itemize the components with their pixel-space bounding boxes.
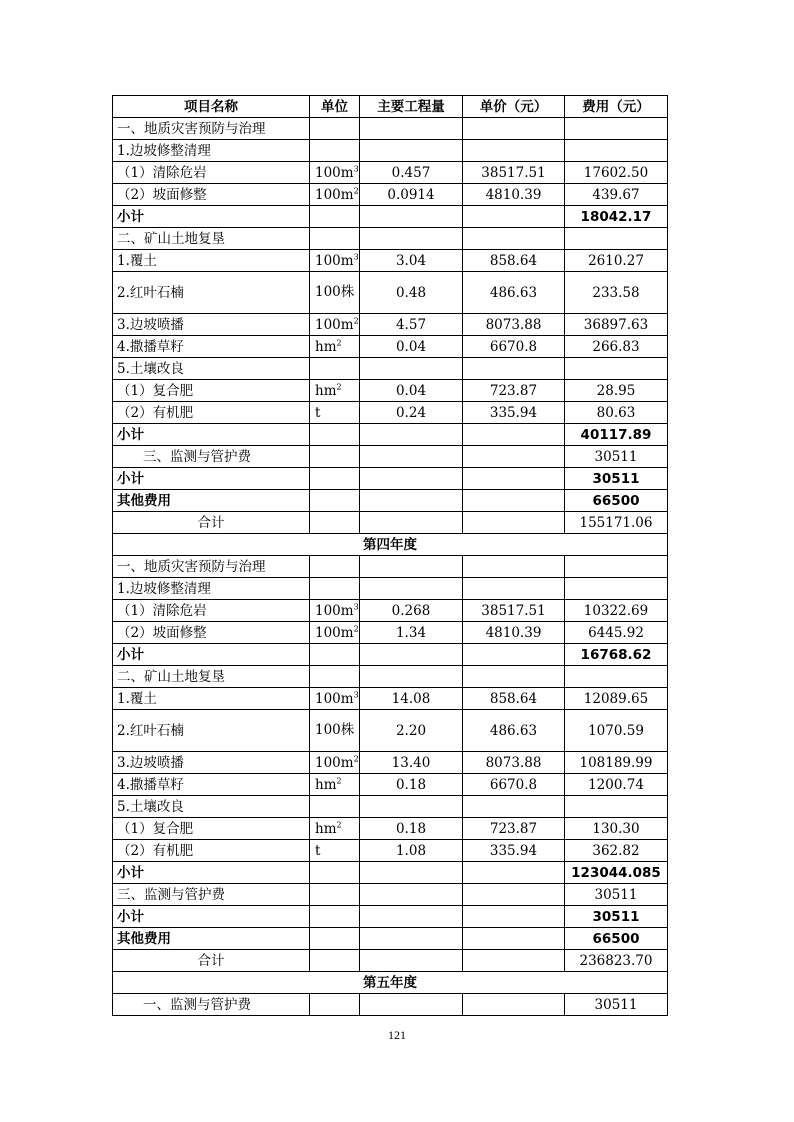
item-name-cell: （1）复合肥: [113, 818, 310, 840]
unit-cell: [310, 752, 360, 774]
table-row: [113, 710, 668, 752]
cost-cell: 30511: [565, 906, 668, 928]
quantity-cell: [360, 140, 463, 162]
table-row: [113, 184, 668, 206]
quantity-cell: [360, 950, 463, 972]
item-name-cell: 一、监测与管护费: [113, 994, 310, 1016]
quantity-cell: 0.268: [360, 600, 463, 622]
unit-price-cell: [463, 796, 565, 818]
item-name-cell: 二、矿山土地复垦: [113, 228, 310, 250]
cost-cell: 66500: [565, 490, 668, 512]
unit-exponent: 3: [353, 252, 359, 261]
unit-cell: [310, 578, 360, 600]
unit-price-cell: [463, 446, 565, 468]
unit-price-cell: [463, 666, 565, 688]
cost-table: [112, 95, 668, 1016]
item-name-cell: 3.边坡喷播: [113, 314, 310, 336]
unit-price-cell: [463, 468, 565, 490]
cost-cell: [565, 358, 668, 380]
quantity-cell: [360, 490, 463, 512]
unit-cell: [310, 818, 360, 840]
cost-cell: 40117.89: [565, 424, 668, 446]
unit-price-cell: 8073.88: [463, 752, 565, 774]
cost-cell: 10322.69: [565, 600, 668, 622]
unit-cell: [310, 402, 360, 424]
quantity-cell: [360, 446, 463, 468]
quantity-cell: 0.0914: [360, 184, 463, 206]
quantity-cell: [360, 468, 463, 490]
table-row: [113, 140, 668, 162]
cost-cell: 233.58: [565, 272, 668, 314]
unit-price-cell: [463, 994, 565, 1016]
item-name-cell: 小计: [113, 468, 310, 490]
unit-text: hm: [315, 338, 337, 355]
unit-cell: [310, 272, 360, 314]
header-quantity: 主要工程量: [360, 96, 463, 118]
unit-cell: [310, 774, 360, 796]
item-name-cell: 一、地质灾害预防与治理: [113, 556, 310, 578]
table-row: [113, 578, 668, 600]
unit-cell: [310, 950, 360, 972]
table-row: [113, 336, 668, 358]
year-section-row: [113, 534, 668, 556]
unit-cell: [310, 622, 360, 644]
item-name-cell: （1）复合肥: [113, 380, 310, 402]
table-row: [113, 250, 668, 272]
unit-cell: [310, 250, 360, 272]
unit-cell: [310, 140, 360, 162]
item-name-cell: 1.覆土: [113, 688, 310, 710]
cost-cell: 66500: [565, 928, 668, 950]
quantity-cell: [360, 666, 463, 688]
table-row: [113, 272, 668, 314]
year-section-title: 第五年度: [113, 972, 668, 994]
unit-text: t: [315, 404, 321, 421]
unit-cell: [310, 314, 360, 336]
item-name-cell: 二、矿山土地复垦: [113, 666, 310, 688]
table-row: [113, 402, 668, 424]
unit-price-cell: [463, 950, 565, 972]
unit-cell: [310, 906, 360, 928]
unit-text: 100m: [315, 690, 354, 707]
unit-exponent: 2: [336, 338, 342, 347]
unit-price-cell: 723.87: [463, 380, 565, 402]
cost-cell: 36897.63: [565, 314, 668, 336]
unit-price-cell: [463, 906, 565, 928]
cost-cell: 439.67: [565, 184, 668, 206]
quantity-cell: 4.57: [360, 314, 463, 336]
cost-cell: 130.30: [565, 818, 668, 840]
cost-cell: 17602.50: [565, 162, 668, 184]
unit-text: hm: [315, 820, 337, 837]
unit-cell: [310, 994, 360, 1016]
table-row: [113, 446, 668, 468]
subtotal-row: [113, 468, 668, 490]
table-row: [113, 884, 668, 906]
item-name-cell: （2）有机肥: [113, 402, 310, 424]
header-unit: 单位: [310, 96, 360, 118]
unit-cell: [310, 644, 360, 666]
quantity-cell: [360, 228, 463, 250]
unit-price-cell: [463, 644, 565, 666]
table-row: [113, 228, 668, 250]
quantity-cell: [360, 118, 463, 140]
quantity-cell: 13.40: [360, 752, 463, 774]
cost-cell: 236823.70: [565, 950, 668, 972]
item-name-cell: 一、地质灾害预防与治理: [113, 118, 310, 140]
item-name-cell: 小计: [113, 644, 310, 666]
unit-exponent: 3: [353, 690, 359, 699]
unit-price-cell: 858.64: [463, 688, 565, 710]
item-name-cell: 小计: [113, 424, 310, 446]
cost-cell: 1200.74: [565, 774, 668, 796]
cost-cell: 30511: [565, 884, 668, 906]
unit-price-cell: [463, 206, 565, 228]
unit-exponent: 2: [336, 776, 342, 785]
cost-cell: 6445.92: [565, 622, 668, 644]
quantity-cell: [360, 796, 463, 818]
cost-cell: [565, 666, 668, 688]
quantity-cell: 0.18: [360, 774, 463, 796]
item-name-cell: （2）有机肥: [113, 840, 310, 862]
subtotal-row: [113, 424, 668, 446]
unit-cell: [310, 512, 360, 534]
unit-price-cell: [463, 424, 565, 446]
cost-cell: 1070.59: [565, 710, 668, 752]
header-cost: 费用（元）: [565, 96, 668, 118]
year-section-row: [113, 972, 668, 994]
quantity-cell: 3.04: [360, 250, 463, 272]
cost-cell: [565, 556, 668, 578]
quantity-cell: [360, 424, 463, 446]
unit-cell: [310, 380, 360, 402]
unit-cell: [310, 862, 360, 884]
item-name-cell: （1）清除危岩: [113, 600, 310, 622]
item-name-cell: 1.边坡修整清理: [113, 140, 310, 162]
quantity-cell: [360, 578, 463, 600]
unit-price-cell: 858.64: [463, 250, 565, 272]
unit-price-cell: 38517.51: [463, 600, 565, 622]
quantity-cell: 14.08: [360, 688, 463, 710]
unit-price-cell: [463, 140, 565, 162]
unit-text: 100m: [315, 602, 354, 619]
subtotal-row: [113, 928, 668, 950]
unit-cell: [310, 840, 360, 862]
quantity-cell: [360, 862, 463, 884]
cost-cell: 155171.06: [565, 512, 668, 534]
item-name-cell: 其他费用: [113, 928, 310, 950]
quantity-cell: 1.34: [360, 622, 463, 644]
unit-cell: [310, 600, 360, 622]
table-row: [113, 118, 668, 140]
unit-price-cell: [463, 358, 565, 380]
unit-price-cell: 6670.8: [463, 774, 565, 796]
year-section-title: 第四年度: [113, 534, 668, 556]
cost-cell: 18042.17: [565, 206, 668, 228]
cost-cell: [565, 578, 668, 600]
item-name-cell: 3.边坡喷播: [113, 752, 310, 774]
item-name-cell: （1）清除危岩: [113, 162, 310, 184]
unit-price-cell: [463, 118, 565, 140]
unit-cell: [310, 184, 360, 206]
quantity-cell: [360, 512, 463, 534]
unit-cell: [310, 556, 360, 578]
unit-price-cell: 6670.8: [463, 336, 565, 358]
item-name-cell: 4.撒播草籽: [113, 774, 310, 796]
cost-cell: [565, 796, 668, 818]
unit-price-cell: 723.87: [463, 818, 565, 840]
quantity-cell: [360, 556, 463, 578]
unit-exponent: 2: [353, 624, 359, 633]
unit-cell: [310, 118, 360, 140]
unit-exponent: 2: [353, 186, 359, 195]
unit-cell: [310, 424, 360, 446]
unit-price-cell: [463, 228, 565, 250]
unit-text: 100m: [315, 316, 354, 333]
item-name-cell: 小计: [113, 906, 310, 928]
unit-cell: [310, 666, 360, 688]
cost-cell: 30511: [565, 468, 668, 490]
item-name-cell: 5.土壤改良: [113, 796, 310, 818]
item-name-cell: 三、监测与管护费: [113, 446, 310, 468]
page-number: 121: [388, 1028, 406, 1042]
unit-text: 100株: [315, 284, 355, 300]
item-name-cell: 合计: [113, 512, 310, 534]
item-name-cell: （2）坡面修整: [113, 184, 310, 206]
cost-cell: 266.83: [565, 336, 668, 358]
total-row: [113, 950, 668, 972]
quantity-cell: [360, 644, 463, 666]
table-row: [113, 358, 668, 380]
table-row: [113, 556, 668, 578]
unit-price-cell: [463, 862, 565, 884]
quantity-cell: 1.08: [360, 840, 463, 862]
table-row: [113, 622, 668, 644]
unit-exponent: 2: [336, 820, 342, 829]
unit-exponent: 2: [336, 382, 342, 391]
item-name-cell: 1.覆土: [113, 250, 310, 272]
unit-cell: [310, 928, 360, 950]
quantity-cell: 0.457: [360, 162, 463, 184]
unit-price-cell: 335.94: [463, 402, 565, 424]
table-row: [113, 840, 668, 862]
subtotal-row: [113, 862, 668, 884]
table-row: [113, 752, 668, 774]
table-row: [113, 162, 668, 184]
quantity-cell: [360, 906, 463, 928]
cost-cell: 108189.99: [565, 752, 668, 774]
item-name-cell: 其他费用: [113, 490, 310, 512]
unit-text: t: [315, 842, 321, 859]
quantity-cell: [360, 884, 463, 906]
header-unit-price: 单价（元）: [463, 96, 565, 118]
cost-cell: 123044.085: [565, 862, 668, 884]
cost-cell: 16768.62: [565, 644, 668, 666]
table-row: [113, 688, 668, 710]
unit-cell: [310, 206, 360, 228]
unit-cell: [310, 228, 360, 250]
unit-text: 100m: [315, 186, 354, 203]
unit-cell: [310, 490, 360, 512]
item-name-cell: 小计: [113, 862, 310, 884]
unit-cell: [310, 688, 360, 710]
unit-text: hm: [315, 776, 337, 793]
quantity-cell: 0.48: [360, 272, 463, 314]
unit-text: 100m: [315, 754, 354, 771]
cost-cell: 12089.65: [565, 688, 668, 710]
item-name-cell: 2.红叶石楠: [113, 272, 310, 314]
unit-cell: [310, 796, 360, 818]
unit-price-cell: 4810.39: [463, 622, 565, 644]
quantity-cell: [360, 928, 463, 950]
cost-cell: 28.95: [565, 380, 668, 402]
cost-cell: 2610.27: [565, 250, 668, 272]
unit-price-cell: 8073.88: [463, 314, 565, 336]
table-row: [113, 666, 668, 688]
cost-cell: 30511: [565, 994, 668, 1016]
unit-exponent: 3: [353, 602, 359, 611]
unit-exponent: 3: [353, 164, 359, 173]
unit-exponent: 2: [353, 754, 359, 763]
unit-cell: [310, 710, 360, 752]
table-row: [113, 380, 668, 402]
unit-cell: [310, 162, 360, 184]
unit-text: 100株: [315, 722, 355, 738]
subtotal-row: [113, 490, 668, 512]
unit-price-cell: 335.94: [463, 840, 565, 862]
unit-exponent: 2: [353, 316, 359, 325]
unit-cell: [310, 468, 360, 490]
table-row: [113, 994, 668, 1016]
quantity-cell: 0.18: [360, 818, 463, 840]
unit-text: 100m: [315, 252, 354, 269]
unit-price-cell: 4810.39: [463, 184, 565, 206]
table-row: [113, 818, 668, 840]
item-name-cell: 小计: [113, 206, 310, 228]
unit-cell: [310, 446, 360, 468]
table-row: [113, 600, 668, 622]
unit-cell: [310, 336, 360, 358]
cost-cell: 362.82: [565, 840, 668, 862]
quantity-cell: 0.04: [360, 380, 463, 402]
quantity-cell: [360, 358, 463, 380]
quantity-cell: 2.20: [360, 710, 463, 752]
quantity-cell: 0.04: [360, 336, 463, 358]
item-name-cell: 1.边坡修整清理: [113, 578, 310, 600]
table-row: [113, 314, 668, 336]
unit-text: 100m: [315, 624, 354, 641]
item-name-cell: （2）坡面修整: [113, 622, 310, 644]
quantity-cell: [360, 994, 463, 1016]
unit-price-cell: [463, 884, 565, 906]
header-row: [113, 96, 668, 118]
unit-price-cell: [463, 556, 565, 578]
header-item-name: 项目名称: [113, 96, 310, 118]
unit-cell: [310, 884, 360, 906]
unit-price-cell: 486.63: [463, 272, 565, 314]
table-row: [113, 774, 668, 796]
unit-price-cell: 38517.51: [463, 162, 565, 184]
cost-cell: 80.63: [565, 402, 668, 424]
subtotal-row: [113, 644, 668, 666]
item-name-cell: 5.土壤改良: [113, 358, 310, 380]
cost-cell: [565, 228, 668, 250]
unit-price-cell: [463, 512, 565, 534]
subtotal-row: [113, 206, 668, 228]
unit-cell: [310, 358, 360, 380]
unit-price-cell: [463, 928, 565, 950]
item-name-cell: 三、监测与管护费: [113, 884, 310, 906]
cost-cell: [565, 118, 668, 140]
item-name-cell: 合计: [113, 950, 310, 972]
unit-price-cell: [463, 578, 565, 600]
quantity-cell: [360, 206, 463, 228]
cost-cell: 30511: [565, 446, 668, 468]
table-row: [113, 796, 668, 818]
unit-text: hm: [315, 382, 337, 399]
quantity-cell: 0.24: [360, 402, 463, 424]
unit-text: 100m: [315, 164, 354, 181]
cost-cell: [565, 140, 668, 162]
unit-price-cell: [463, 490, 565, 512]
item-name-cell: 4.撒播草籽: [113, 336, 310, 358]
item-name-cell: 2.红叶石楠: [113, 710, 310, 752]
subtotal-row: [113, 906, 668, 928]
total-row: [113, 512, 668, 534]
unit-price-cell: 486.63: [463, 710, 565, 752]
